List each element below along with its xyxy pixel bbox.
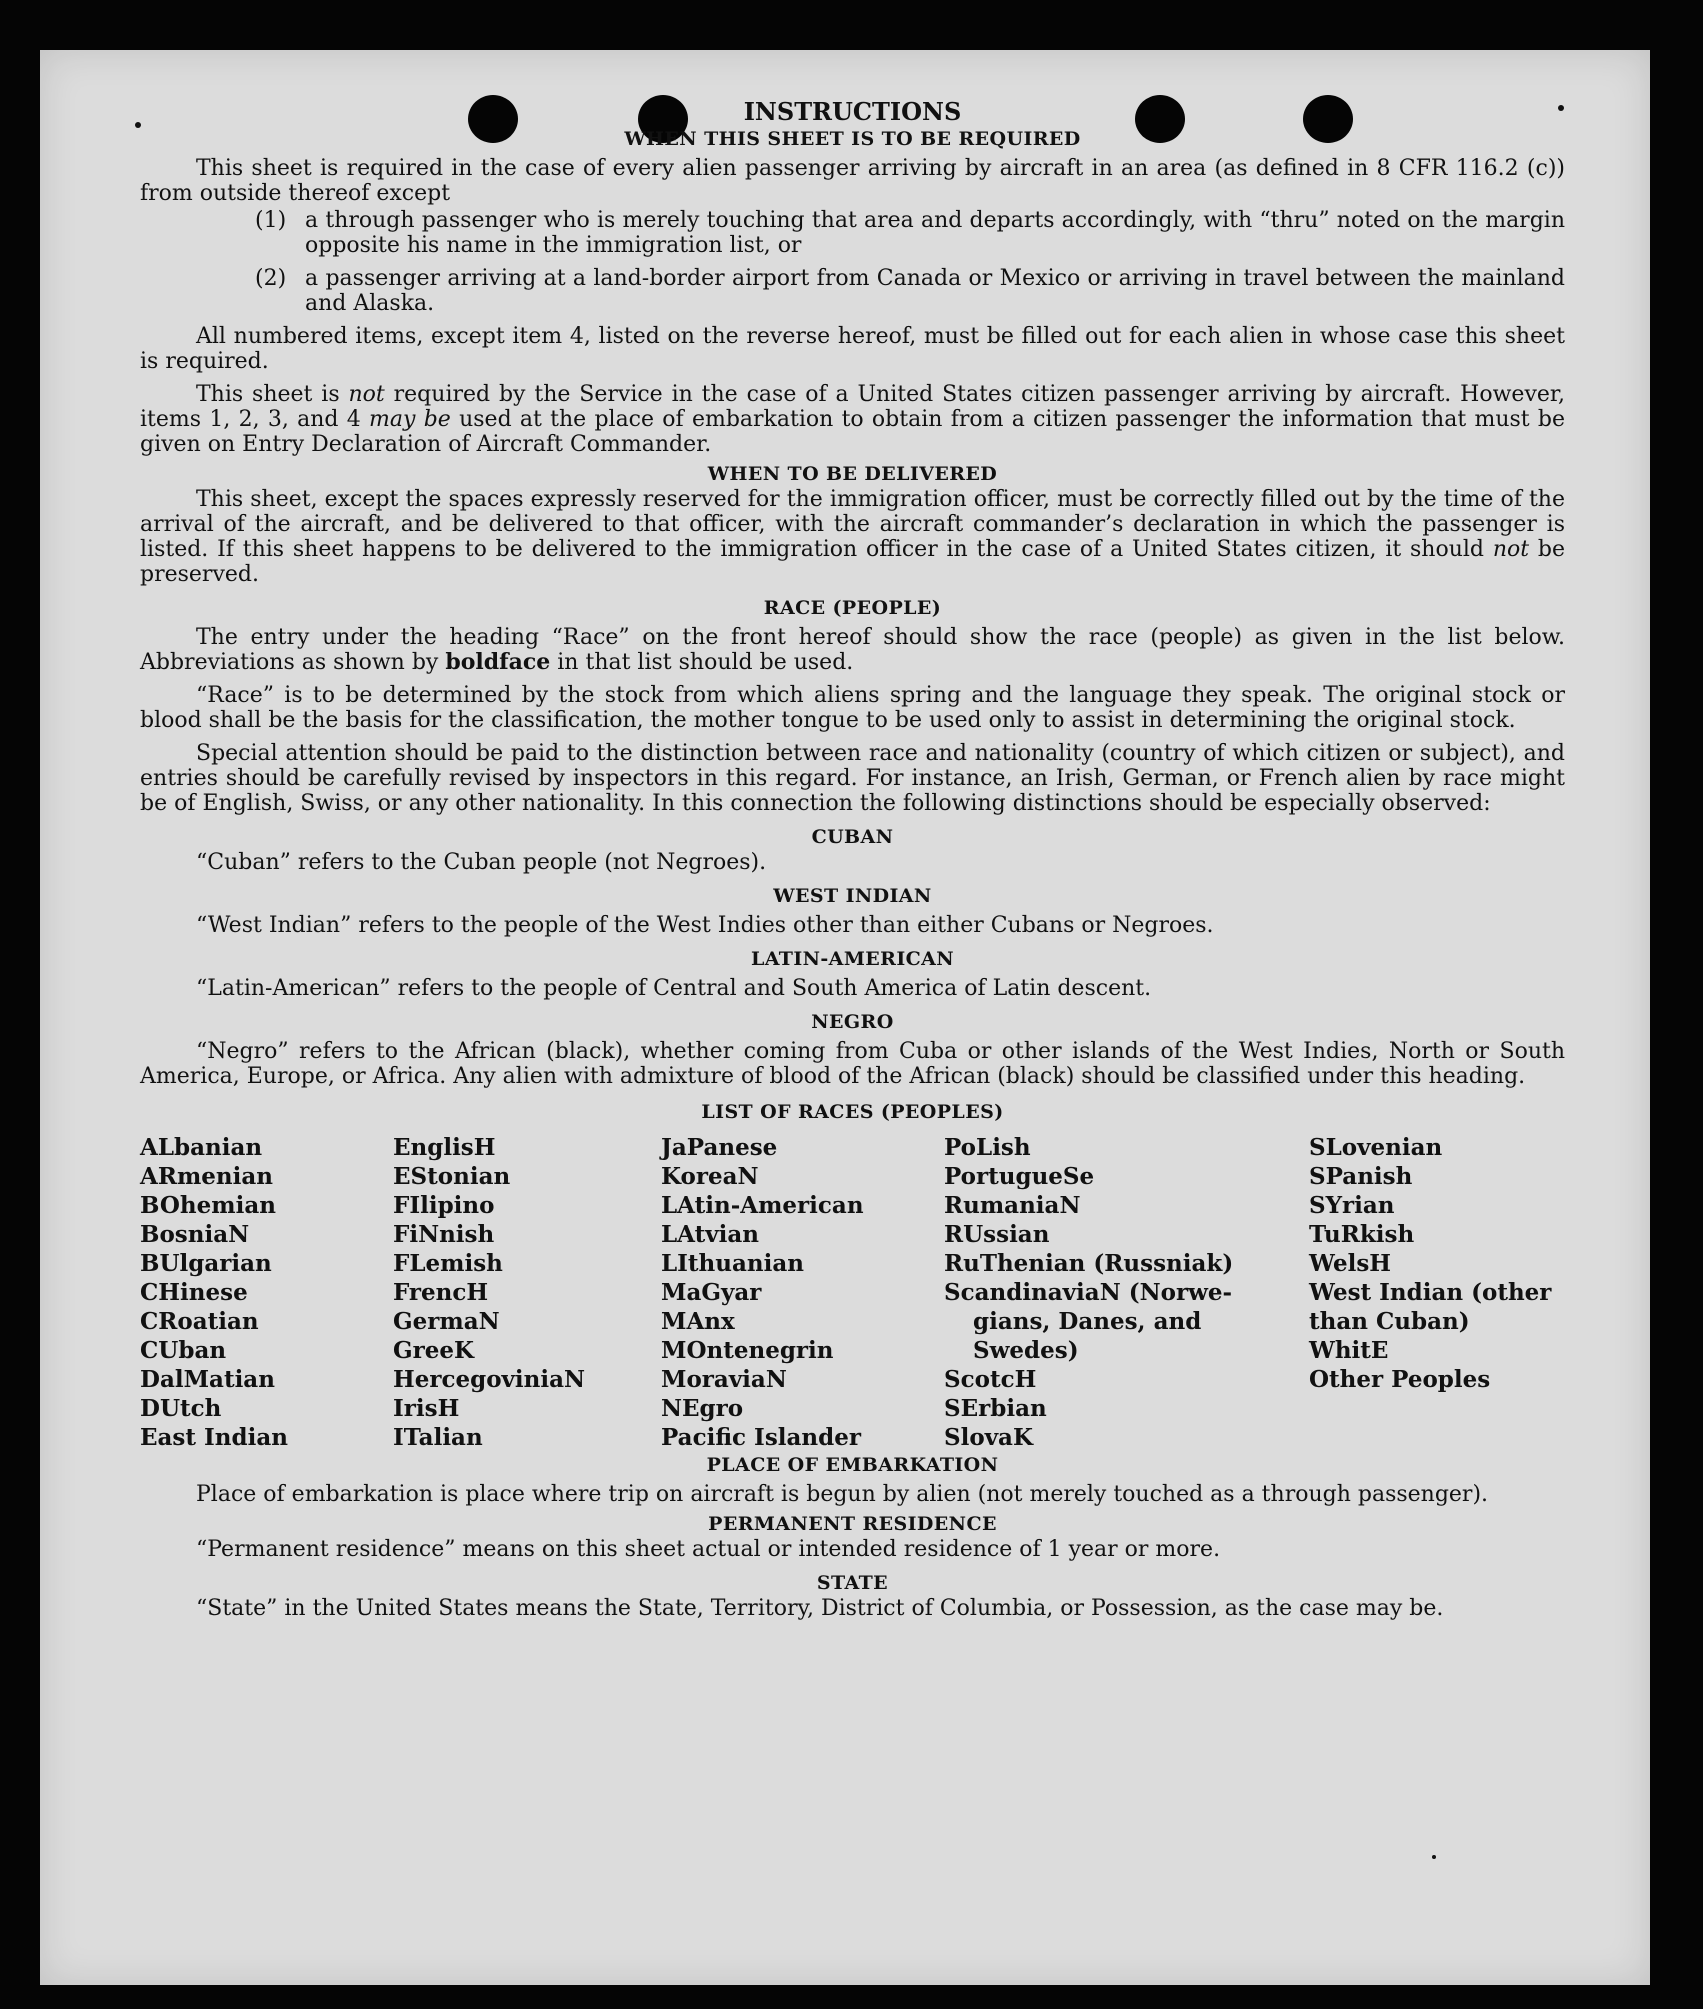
paragraph: “Negro” refers to the African (black), whether coming from Cuba or other islands of the West Indies, North or South America, Europe, or Africa. Any alien with admixture of blood of the African (black) should be classified under this heading. [140,1039,1565,1089]
race-entry: Pacific Islander [661,1424,861,1451]
race-column [1309,1133,1565,1452]
paragraph: “Race” is to be determined by the stock from which aliens spring and the language they speak. The original stock or blood shall be the basis for the classification, the mother tongue to be used only to assist in determining the original stock. [140,683,1565,733]
race-entry: East Indian [140,1424,288,1451]
race-list [140,1133,1565,1452]
paragraph: “West Indian” refers to the people of the West Indies other than either Cubans or Negroes. [196,913,1214,938]
race-entry: WhitE [1309,1337,1389,1364]
race-entry: HercegoviniaN [393,1366,586,1393]
race-entry: NEgro [661,1395,744,1422]
race-entry: LAtvian [661,1221,759,1248]
race-entry: JaPanese [661,1134,778,1161]
race-entry: BUlgarian [140,1250,272,1277]
race-entry: FIlipino [393,1192,495,1219]
race-entry: BosniaN [140,1221,250,1248]
paragraph: “Cuban” refers to the Cuban people (not Negroes). [196,850,767,875]
race-entry: EStonian [393,1163,511,1190]
race-entry: EnglisH [393,1134,496,1161]
exception-list [255,208,1565,316]
race-entry: PoLish [944,1134,1031,1161]
race-entry: BOhemian [140,1192,276,1219]
race-column [944,1133,1309,1452]
paragraph: This sheet is required in the case of every alien passenger arriving by aircraft in an area (as defined in 8 CFR 116.2 (c)) from outside thereof except [140,156,1565,206]
heading-embarkation: PLACE OF EMBARKATION [706,1454,999,1476]
race-entry: SPanish [1309,1163,1413,1190]
race-entry: FrencH [393,1279,489,1306]
race-entry: MoraviaN [661,1366,787,1393]
heading-when-delivered: WHEN TO BE DELIVERED [707,463,998,485]
race-entry: IrisH [393,1395,460,1422]
heading-negro: NEGRO [811,1011,894,1033]
race-entry: PortugueSe [944,1163,1095,1190]
race-entry: ScandinaviaN (Norwe- [944,1279,1233,1306]
race-entry: SLovenian [1309,1134,1443,1161]
list-item: (2) a passenger arriving at a land-border airport from Canada or Mexico or arriving in travel between the mainland and Alaska. [255,266,1565,316]
race-entry: CRoatian [140,1308,259,1335]
race-entry: ScotcH [944,1366,1037,1393]
race-column [661,1133,944,1452]
race-entry: WelsH [1309,1250,1392,1277]
paragraph: The entry under the heading “Race” on the front hereof should show the race (people) as given in the list below. Abbreviations as shown by boldface in that list should be used. [140,625,1565,675]
race-entry: CUban [140,1337,227,1364]
race-entry: FiNnish [393,1221,495,1248]
race-entry: SErbian [944,1395,1047,1422]
heading-when-required: WHEN THIS SHEET IS TO BE REQUIRED [624,128,1081,150]
paragraph: This sheet, except the spaces expressly reserved for the immigration officer, must be correctly filled out by the time of the arrival of the aircraft, and be delivered to that officer, with the aircraft commander’s declaration in which the passenger is listed. If this sheet happens to be delivered to the immigration officer in the case of a United States citizen, it should not be preserved. [140,487,1565,587]
race-entry: KoreaN [661,1163,759,1190]
race-entry: FLemish [393,1250,503,1277]
race-entry: West Indian (other [1309,1279,1552,1306]
race-entry: DUtch [140,1395,222,1422]
page-title: INSTRUCTIONS [743,97,962,126]
race-entry: MAnx [661,1308,735,1335]
race-entry: DalMatian [140,1366,275,1393]
paragraph: “Permanent residence” means on this sheet actual or intended residence of 1 year or more. [196,1537,1221,1562]
instructions-body [140,98,1565,1621]
race-entry: ALbanian [140,1134,263,1161]
speck [1432,1855,1436,1859]
race-entry: RumaniaN [944,1192,1081,1219]
race-entry: RuThenian (Russniak) [944,1250,1234,1277]
race-entry: RUssian [944,1221,1050,1248]
heading-latin-american: LATIN-AMERICAN [750,948,955,970]
race-entry: ITalian [393,1424,483,1451]
race-entry: SYrian [1309,1192,1395,1219]
heading-race: RACE (PEOPLE) [763,597,942,619]
race-entry: than Cuban) [1309,1308,1470,1335]
race-entry: Other Peoples [1309,1366,1491,1393]
heading-list-of-races: LIST OF RACES (PEOPLES) [701,1101,1004,1123]
paragraph: “Latin-American” refers to the people of Central and South America of Latin descent. [196,976,1152,1001]
race-column [393,1133,661,1452]
race-entry: LIthuanian [661,1250,804,1277]
race-entry: GermaN [393,1308,500,1335]
list-item: (1) a through passenger who is merely touching that area and departs accordingly, with “thru” noted on the margin opposite his name in the immigration list, or [255,208,1565,258]
race-entry: LAtin-American [661,1192,864,1219]
paragraph: Place of embarkation is place where trip on aircraft is begun by alien (not merely touched as a through passenger). [196,1482,1489,1507]
race-entry: MaGyar [661,1279,762,1306]
paragraph: Special attention should be paid to the distinction between race and nationality (country of which citizen or subject), and entries should be carefully revised by inspectors in this regard. For instance, an Irish, German, or French alien by race might be of English, Swiss, or any other nationality. In this connection the following distinctions should be especially observed: [140,741,1565,816]
race-entry: MOntenegrin [661,1337,834,1364]
heading-state: STATE [816,1572,889,1594]
race-entry: GreeK [393,1337,475,1364]
race-column [140,1133,393,1452]
document-sheet [40,50,1650,1985]
heading-permanent-residence: PERMANENT RESIDENCE [708,1513,997,1535]
race-entry: ARmenian [140,1163,274,1190]
paragraph: “State” in the United States means the State, Territory, District of Columbia, or Possession, as the case may be. [196,1596,1444,1621]
paragraph: All numbered items, except item 4, listed on the reverse hereof, must be filled out for each alien in whose case this sheet is required. [140,324,1565,374]
race-entry: gians, Danes, and [973,1308,1202,1335]
race-entry: TuRkish [1309,1221,1415,1248]
heading-cuban: CUBAN [811,826,894,848]
paragraph: This sheet is not required by the Service in the case of a United States citizen passenger arriving by aircraft. However, items 1, 2, 3, and 4 may be used at the place of embarkation to obtain from a citizen passenger the information that must be given on Entry Declaration of Aircraft Commander. [140,382,1565,457]
race-entry: SlovaK [944,1424,1033,1451]
heading-west-indian: WEST INDIAN [773,885,932,907]
race-entry: CHinese [140,1279,248,1306]
race-entry: Swedes) [973,1337,1079,1364]
